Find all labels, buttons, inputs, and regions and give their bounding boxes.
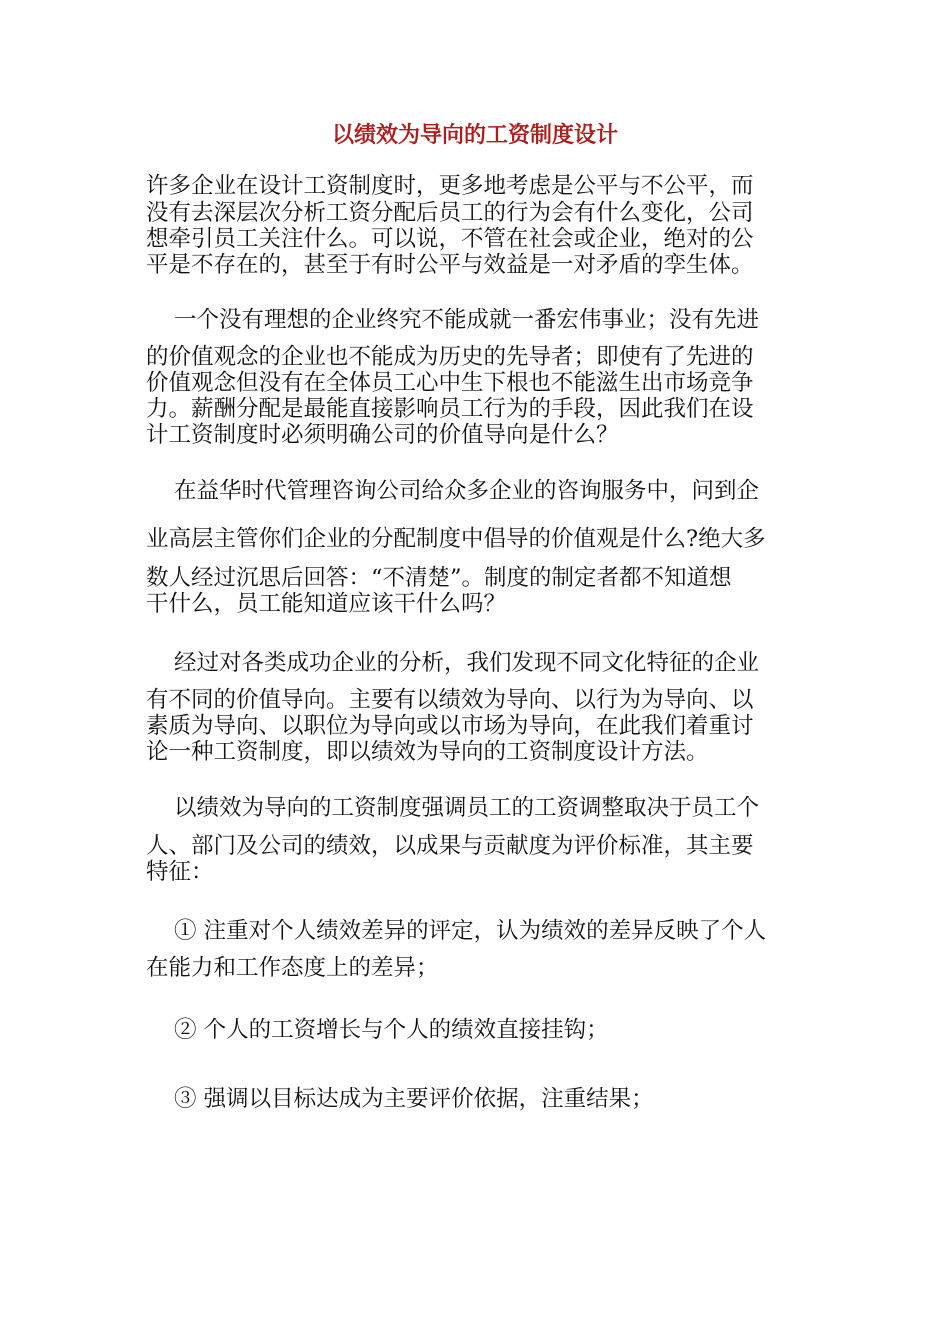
text-line: 经过对各类成功企业的分析，我们发现不同文化特征的企业 (174, 650, 760, 676)
text-line: 素质为导向、以职位为导向或以市场为导向，在此我们着重讨 (146, 713, 754, 739)
text-line: 论一种工资制度，即以绩效为导向的工资制度设计方法。 (146, 739, 709, 765)
text-line: 业高层主管你们企业的分配制度中倡导的价值观是什么?绝大多 (146, 526, 766, 552)
text-line: 平是不存在的，甚至于有时公平与效益是一对矛盾的孪生体。 (146, 252, 754, 278)
list-item: ② 个人的工资增长与个人的绩效直接挂钩； (174, 1017, 609, 1043)
text-line: 想牵引员工关注什么。可以说，不管在社会或企业，绝对的公 (146, 226, 754, 252)
text-line: 的价值观念的企业也不能成为历史的先导者；即使有了先进的 (146, 344, 754, 370)
text-line: 以绩效为导向的工资制度强调员工的工资调整取决于员工个 (174, 795, 760, 821)
text-line: 数人经过沉思后回答：“不清楚”。制度的制定者都不知道想 (146, 565, 732, 591)
text-line: 在能力和工作态度上的差异； (146, 955, 439, 981)
text-line: 计工资制度时必须明确公司的价值导向是什么？ (146, 422, 619, 448)
list-item: ③ 强调以目标达成为主要评价依据，注重结果； (174, 1086, 654, 1112)
document-title: 以绩效为导向的工资制度设计 (331, 122, 618, 148)
text-line: 有不同的价值导向。主要有以绩效为导向、以行为为导向、以 (146, 687, 754, 713)
text-line: 一个没有理想的企业终究不能成就一番宏伟事业；没有先进 (174, 307, 760, 333)
text-line: 干什么，员工能知道应该干什么吗？ (146, 591, 507, 617)
list-item: ① 注重对个人绩效差异的评定，认为绩效的差异反映了个人 (174, 918, 767, 944)
text-line: 没有去深层次分析工资分配后员工的行为会有什么变化，公司 (146, 200, 754, 226)
text-line: 许多企业在设计工资制度时，更多地考虑是公平与不公平，而 (146, 173, 754, 199)
text-line: 在益华时代管理咨询公司给众多企业的咨询服务中，问到企 (174, 478, 760, 504)
text-line: 力。薪酬分配是最能直接影响员工行为的手段，因此我们在设 (146, 396, 754, 422)
text-line: 人、部门及公司的绩效，以成果与贡献度为评价标准，其主要 (146, 833, 754, 859)
text-line: 特征： (146, 859, 214, 885)
text-line: 价值观念但没有在全体员工心中生下根也不能滋生出市场竞争 (146, 370, 754, 396)
